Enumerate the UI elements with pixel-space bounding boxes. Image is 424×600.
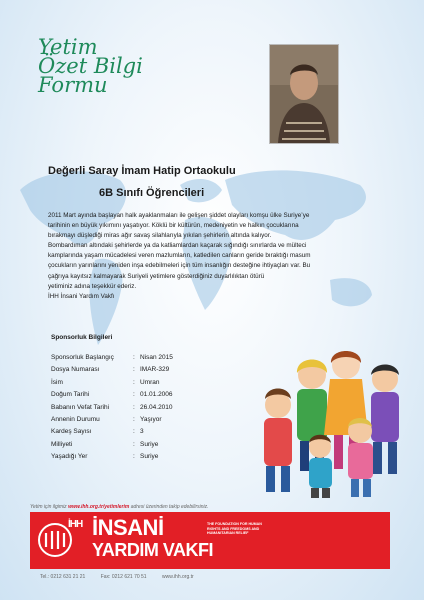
form-title-line-3: Formu [38, 73, 108, 97]
field-value: 26.04.2010 [140, 403, 173, 411]
contact-info [40, 574, 208, 580]
field-value: Nisan 2015 [140, 354, 173, 361]
form-title [38, 35, 148, 97]
form-title-line-2: Özet Bilgi [38, 54, 143, 78]
field-label: Sponsorluk Başlangıç [51, 354, 114, 361]
message-line: çocukların yarınlarını yeniden inşa edebilmeleri için tüm insanlığın desteğine ihtiyaçları var. Bu [48, 262, 311, 270]
brand-tagline: THE FOUNDATION FOR HUMAN RIGHTS AND FREEDOMS AND HUMANITARIAN RELIEF [207, 522, 262, 536]
field-value: Suriye [140, 440, 159, 448]
message-line: kamplarında yaşam mücadelesi veren mazlumların, katledilen canların geride bıraktığı masum [48, 252, 311, 260]
field-label: Babanın Vefat Tarihi [51, 403, 110, 411]
child-figure [264, 389, 292, 493]
field-label: Doğum Tarihi [51, 391, 90, 399]
footer-note-prefix: Yetim için ilgimiz [30, 504, 67, 510]
child-figure [371, 365, 399, 475]
field-value: Suriye [140, 453, 159, 461]
footer-note-link[interactable]: www.ihh.org.tr/yetimlerim [68, 504, 130, 510]
website-link[interactable]: www.ihh.org.tr [161, 574, 194, 580]
orphan-summary-form: Yetim Özet Bilgi Formu Değerli Saray İmam Hatip Ortaokulu 6B Sınıfı Öğrencileri 2011 Mart ayında başlayan halk ayaklanmaları ile gelişen şiddet olayları komşu ülke Suriye’ye tarihinin en büyük yıkımını yaşatıyor. Köklü bir kültürün, medeniyetin ve halkın çocuklarına bırakmayı düşlediği miras ağır savaş silahlarıyla yıkılan şehirlerin altında kalıyor. Bombardıman altındaki şehirlerde ya da katliamlardan kaçarak sığındığı sınırlarda ve mülteci kamplarında yaşam mücadelesi veren mazlumların, katledilen canların geride bıraktığı masum çocukların yarınlarını yeniden inşa edebilmeleri için tüm insanlığın desteğine ihtiyaçları var. Bu çağrıya kayıtsız kalmayarak Suriyeli yetimlere gösterdiğiniz duyarlılıktan ötürü yetiminiz adına teşekkür ederiz. İHH İnsani Yardım Vakfı Sponsorluk Bilgileri Sponsorluk Başlangıç : Nisan 2015 Dosya Numarası : IMAR-329 İsim : Umran Doğum Tarihi : 01.01.2006 Babanın Vefat Tarihi : 26.04.2010 Annenin Durumu : Yaşıyor Kardeş Sayısı : 3 Milliyeti : Suriye Yaşadığı Yer : Suriye Yetim için ilgimiz www.ihh.org.tr/yetimlerim adresi üzerinden takip edebilirsiniz. İHH İNSANİ YARDIM VAKFI THE FOUNDATION FOR HUMAN RIGHTS AND FREEDOMS AND HUMANITARIAN RELIEF Tel.: 0212 631 21 21 Fax: 0212 621 70 51 www.ihh.org.tr [0, 0, 424, 600]
message-line: Bombardıman altındaki şehirlerde ya da katliamlardan kaçarak sığındığı sınırlarda ve mülteci [48, 242, 307, 250]
field-value: IMAR-329 [140, 366, 170, 374]
message-signature: İHH İnsani Yardım Vakfı [48, 292, 115, 300]
message-body [48, 211, 378, 302]
field-value: Umran [140, 378, 160, 386]
sponsorship-title: Sponsorluk Bilgileri [51, 334, 113, 341]
field-label: İsim [51, 378, 63, 386]
message-line: tarihinin en büyük yıkımını yaşatıyor. Köklü bir kültürün, medeniyetin ve halkın çocuklarına [48, 222, 299, 230]
ihh-banner [30, 512, 390, 569]
message-line: 2011 Mart ayında başlayan halk ayaklanmaları ile gelişen şiddet olayları komşu ülke Suriye’ye [48, 212, 310, 219]
field-label: Yaşadığı Yer [51, 453, 88, 461]
field-label: Dosya Numarası [51, 366, 100, 374]
message-line: çağrıya kayıtsız kalmayarak Suriyeli yetimlere gösterdiğiniz duyarlılıktan ötürü [48, 272, 265, 280]
phone: Tel.: 0212 631 21 21 [40, 574, 86, 580]
school-name: Değerli Saray İmam Hatip Ortaokulu [48, 165, 236, 177]
footer-note [30, 504, 209, 510]
brand-line-2: YARDIM VAKFI [92, 540, 214, 560]
field-value: 3 [140, 428, 144, 436]
class-name: 6B Sınıfı Öğrencileri [99, 187, 205, 199]
field-label: Milliyeti [51, 440, 73, 448]
ihh-logo-text: İHH [68, 519, 83, 530]
form-title-line-1: Yetim [38, 35, 98, 59]
brand-line-1: İNSANİ [92, 515, 164, 540]
message-line: bırakmayı düşlediği miras ağır savaş silahlarıyla yıkılan şehirlerin altında kalıyor. [48, 232, 272, 240]
ihh-logo-icon [38, 523, 72, 557]
field-label: Kardeş Sayısı [51, 428, 92, 436]
child-figure [348, 418, 373, 497]
field-value: Yaşıyor [140, 415, 162, 423]
footer-note-suffix: adresi üzerinden takip edebilirsiniz. [130, 504, 209, 510]
child-figure [309, 435, 332, 498]
children-illustration [250, 335, 420, 500]
child-photo [270, 45, 338, 143]
field-label: Annenin Durumu [51, 415, 100, 423]
fax: Fax: 0212 621 70 51 [100, 574, 147, 580]
field-value: 01.01.2006 [140, 391, 173, 399]
message-line: yetiminiz adına teşekkür ederiz. [48, 282, 137, 290]
